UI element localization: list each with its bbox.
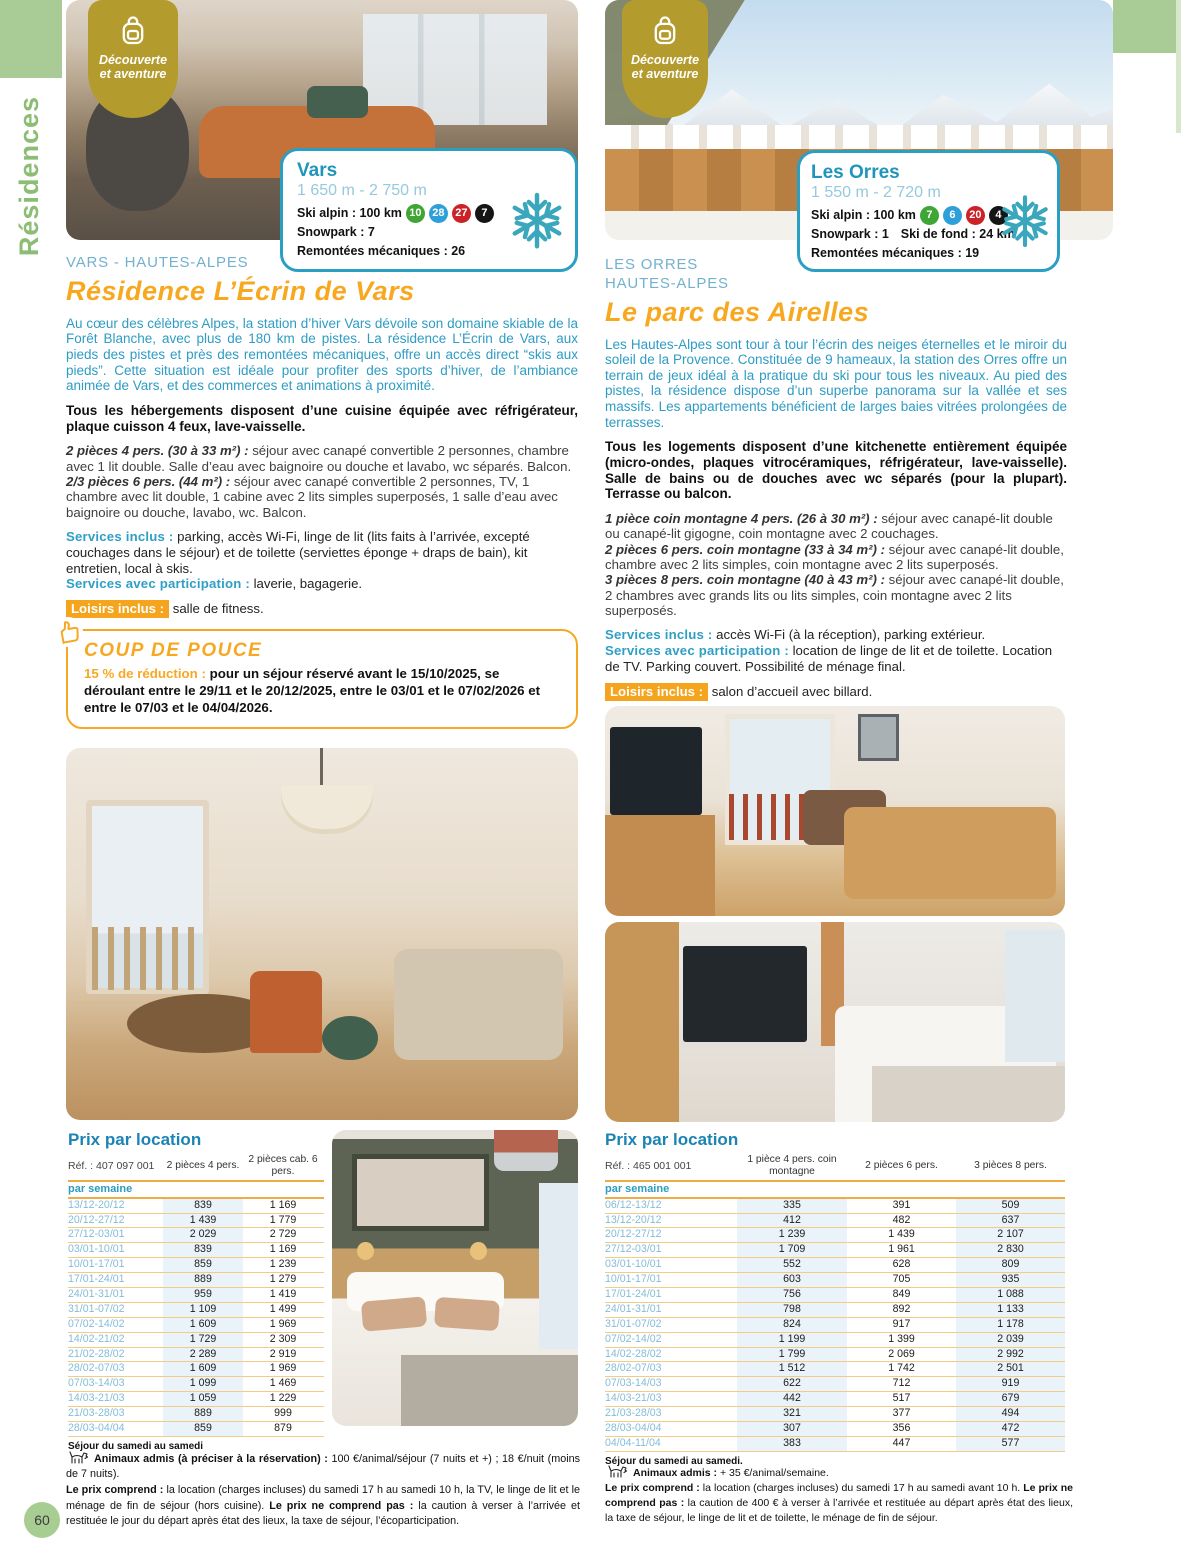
price-table-footnote: Séjour du samedi au samedi: [68, 1440, 204, 1452]
price-cell: 705: [892, 1273, 911, 1286]
price-cell: 935: [956, 1273, 1065, 1287]
photo-dining-table: [844, 807, 1056, 899]
equipment-note: Tous les hébergements disposent d’une cuisine équipée avec réfrigérateur, plaque cuisson 4 feux, lave-vaisselle.: [66, 403, 578, 434]
photo-tv-cabinet: [605, 815, 715, 916]
price-row: [68, 1288, 324, 1303]
photo-tan-pillow: [360, 1296, 426, 1331]
price-row-dates: 14/02-28/02: [605, 1347, 662, 1360]
piste-count-green: 10: [406, 204, 425, 223]
price-row: [605, 1392, 1065, 1407]
price-row: [68, 1228, 324, 1243]
resort-name: Les Orres: [811, 162, 900, 183]
price-cell: 517: [892, 1392, 911, 1405]
photo-chair-orange: [250, 971, 322, 1053]
price-row: [68, 1377, 324, 1392]
column-header: 2 pièces cab. 6 pers.: [248, 1154, 318, 1177]
price-cell: 1 169: [269, 1198, 297, 1211]
price-row: [68, 1303, 324, 1318]
price-cell: 839: [163, 1199, 243, 1213]
price-section-les-orres: [605, 1130, 1065, 1477]
photo-pouf-green: [322, 1016, 378, 1061]
price-cell: 892: [892, 1302, 911, 1315]
price-cell: 2 069: [888, 1347, 915, 1360]
photo-living-room: [605, 706, 1065, 916]
price-cell: 1 439: [888, 1228, 915, 1241]
price-cell: 2 289: [163, 1348, 243, 1362]
equipment-note: Tous les logements disposent d’une kitchenette entièrement équipée (micro-ondes, plaques vitrocéramiques, réfrigérateur, lave-vaisselle). Salle de bains ou de douches avec wc séparés (pour la plupart). Terrasse ou balcon.: [605, 439, 1067, 502]
photo-lamp-shade: [281, 785, 373, 833]
unit-descriptions: [605, 511, 1067, 618]
price-table-title: Prix par location: [68, 1130, 202, 1149]
unit-label: 1 pièce coin montagne 4 pers. (26 à 30 m²) :: [605, 511, 878, 527]
backpack-icon: [648, 14, 682, 48]
price-cell: 919: [956, 1377, 1065, 1391]
price-row-dates: 06/12-13/12: [605, 1198, 662, 1211]
leisure-included-chip: Loisirs inclus :: [605, 683, 708, 701]
price-row: [605, 1362, 1065, 1377]
price-cell: 494: [956, 1407, 1065, 1421]
price-row: [605, 1422, 1065, 1437]
price-row-dates: 31/01-07/02: [605, 1317, 662, 1330]
photo-sofa-beige: [394, 949, 563, 1061]
price-cell: 356: [892, 1422, 911, 1435]
price-cell: 1 059: [163, 1392, 243, 1406]
price-table-les-orres: [605, 1199, 1065, 1452]
price-row-dates: 24/01-31/01: [68, 1288, 125, 1300]
photo-wall-picture: [352, 1154, 490, 1231]
unit-descriptions: [66, 443, 578, 520]
price-cell: 1 279: [269, 1273, 297, 1286]
price-cell: 1 609: [163, 1362, 243, 1376]
price-cell: 1 239: [269, 1258, 297, 1271]
price-row-dates: 24/01-31/01: [605, 1302, 662, 1315]
snowpark-stat: Snowpark : 1 Ski de fond : 24 km: [811, 227, 1015, 241]
promo-text: pour un séjour réservé avant le 15/10/2025, se déroulant entre le 29/11 et le 20/12/2025, entre le 03/01 et le 07/02/2026 et entre le 07/03 et le 04/04/2026.: [84, 666, 541, 715]
price-cell: 1 133: [956, 1303, 1065, 1317]
price-cell: 2 919: [269, 1347, 297, 1360]
backpack-icon: [116, 14, 150, 48]
lifts-stat: Remontées mécaniques : 19: [811, 245, 980, 260]
price-cell: 999: [274, 1407, 292, 1420]
price-cell: 1 178: [956, 1318, 1065, 1332]
category-badge: [88, 0, 178, 118]
price-cell: 472: [956, 1422, 1065, 1436]
price-cell: 391: [892, 1198, 911, 1211]
price-cell: 637: [956, 1214, 1065, 1228]
promo-title: COUP DE POUCE: [84, 640, 263, 662]
price-cell: 2 029: [163, 1228, 243, 1242]
unit-label: 2 pièces 6 pers. coin montagne (33 à 34 m²) :: [605, 541, 885, 557]
price-cell: 859: [163, 1258, 243, 1272]
price-row: [68, 1348, 324, 1363]
services-included-label: Services inclus :: [66, 528, 174, 544]
price-row-dates: 14/03-21/03: [605, 1392, 662, 1405]
unit-label: 2/3 pièces 6 pers. (44 m²) :: [66, 473, 231, 489]
price-row: [605, 1318, 1065, 1333]
price-row-dates: 03/01-10/01: [68, 1243, 125, 1256]
price-cell: 577: [956, 1437, 1065, 1451]
price-row-dates: 14/02-21/02: [68, 1332, 125, 1345]
price-row: [68, 1214, 324, 1229]
photo-apartment-dining: [66, 748, 578, 1120]
unit-desc: séjour avec canapé convertible 2 personnes, chambre avec 1 lit double. Salle d’eau avec baignoire ou douche et lavabo, wc séparés. Balcon.: [66, 443, 572, 474]
price-cell: 383: [737, 1437, 847, 1451]
resort-name: Vars: [297, 160, 338, 181]
price-cell: 2 107: [956, 1228, 1065, 1242]
category-badge-label: Découverte et aventure: [630, 53, 700, 82]
resort-info-card-vars: [280, 148, 578, 272]
price-cell: 552: [737, 1258, 847, 1272]
price-cell: 1 742: [888, 1362, 915, 1375]
services-included-text: parking, accès Wi-Fi, linge de lit (lits faits à l’arrivée, excepté couchages dans le séjour) et de toilette (serviettes éponge + draps de bain), kit entretien, local à skis.: [66, 528, 530, 576]
region-heading: VARS - HAUTES-ALPES: [66, 254, 249, 271]
price-cell: 377: [892, 1407, 911, 1420]
price-cell: 1 239: [737, 1228, 847, 1242]
price-cell: 2 039: [956, 1333, 1065, 1347]
vars-description-column: [66, 254, 578, 729]
price-cell: 917: [892, 1317, 911, 1330]
price-row-dates: 13/12-20/12: [68, 1198, 125, 1211]
price-cell: 798: [737, 1303, 847, 1317]
piste-count-red: 20: [966, 206, 985, 225]
ski-alpin-stat: Ski alpin : 100 km: [811, 208, 916, 223]
photo-tv: [610, 727, 702, 815]
price-cell: 2 729: [269, 1228, 297, 1241]
photo-wall-lamp: [470, 1242, 487, 1260]
price-table-header: [68, 1154, 324, 1182]
price-cell: 321: [737, 1407, 847, 1421]
price-row: [605, 1288, 1065, 1303]
price-row: [605, 1333, 1065, 1348]
price-cell: 442: [737, 1392, 847, 1406]
price-cell: 447: [892, 1436, 911, 1449]
unit-label: 2 pièces 4 pers. (30 à 33 m²) :: [66, 443, 249, 459]
dog-icon: [605, 1463, 629, 1479]
dog-icon: [66, 1449, 90, 1465]
piste-count-blue: 6: [943, 206, 962, 225]
price-row: [605, 1407, 1065, 1422]
price-row-dates: 28/02-07/03: [605, 1362, 662, 1375]
unit-desc: séjour avec canapé convertible 2 personnes, TV, 1 chambre avec lit double, 1 cabine avec 2 lits simples superposés, 1 salle d’eau avec baignoire ou douche, lavabo, wc. Balcon.: [66, 473, 558, 520]
price-cell: 679: [956, 1392, 1065, 1406]
unit-desc: séjour avec canapé-lit double, 2 chambres avec grands lits ou lits simples, coin montagne avec 2 lits superposés.: [605, 572, 1064, 618]
residence-title: Le parc des Airelles: [605, 296, 870, 327]
photo-tan-pillow: [434, 1297, 500, 1331]
price-cell: 839: [163, 1243, 243, 1257]
price-row-dates: 07/02-14/02: [605, 1332, 662, 1345]
price-row-dates: 28/03-04/04: [68, 1422, 125, 1435]
photo-pendant-lamp: [494, 1130, 558, 1171]
piste-count-red: 27: [452, 204, 471, 223]
price-cell: 1 799: [737, 1348, 847, 1362]
piste-count-blue: 28: [429, 204, 448, 223]
price-row-dates: 27/12-03/01: [605, 1243, 662, 1256]
snowflake-icon: [999, 195, 1051, 247]
price-row: [605, 1243, 1065, 1258]
resort-altitude: 1 550 m - 2 720 m: [811, 184, 941, 201]
services-paid-label: Services avec participation :: [605, 643, 789, 659]
residence-intro: Les Hautes-Alpes sont tour à tour l’écrin des neiges éternelles et le miroir du soleil de la Provence. Constituée de 9 hameaux, la station des Orres offre un terrain de jeux idéal à la pratique du ski pour tous les niveaux. Au pied des pistes, la résidence dispose d’un superbe panorama sur la vallée et ses massifs. Les appartements bénéficient de larges baies vitrées prolongées de terrasses.: [605, 336, 1067, 430]
price-section-label: par semaine: [68, 1182, 324, 1199]
price-cell: 307: [737, 1422, 847, 1436]
price-includes-label: Le prix comprend :: [605, 1481, 700, 1494]
price-cell: 628: [892, 1258, 911, 1271]
unit-desc: séjour avec canapé-lit double, chambre avec 2 lits simples, coin montagne avec 2 lits superposés.: [605, 541, 1064, 572]
price-row: [68, 1199, 324, 1214]
price-row: [605, 1228, 1065, 1243]
photo-balcony-rail: [92, 927, 205, 990]
column-header: 3 pièces 8 pers.: [974, 1159, 1047, 1171]
price-cell: 1 729: [163, 1333, 243, 1347]
services-included-text: accès Wi-Fi (à la réception), parking extérieur.: [716, 627, 986, 643]
price-cell: 1 439: [163, 1214, 243, 1228]
sidebar-section-label: Résidences: [14, 96, 44, 257]
price-includes-label: Le prix comprend :: [66, 1484, 164, 1497]
price-row-dates: 21/03-28/03: [605, 1407, 662, 1420]
price-row: [68, 1273, 324, 1288]
price-cell: 622: [737, 1377, 847, 1391]
price-cell: 1 512: [737, 1362, 847, 1376]
photo-cushion-green: [307, 86, 368, 117]
price-cell: 859: [163, 1422, 243, 1436]
price-table-footnote: Séjour du samedi au samedi.: [605, 1455, 743, 1467]
resort-info-card-les-orres: [797, 150, 1060, 272]
price-cell: 756: [737, 1288, 847, 1302]
page-number: 60: [24, 1502, 60, 1538]
unit-label: 3 pièces 8 pers. coin montagne (40 à 43 m²) :: [605, 572, 885, 588]
leisure-included-text: salon d’accueil avec billard.: [711, 683, 873, 699]
promo-lead: 15 % de réduction :: [84, 666, 206, 682]
services-paid-label: Services avec participation :: [66, 576, 250, 592]
price-row: [605, 1199, 1065, 1214]
category-badge-label: Découverte et aventure: [98, 53, 168, 82]
price-row-dates: 10/01-17/01: [605, 1273, 662, 1286]
price-cell: 1 099: [163, 1377, 243, 1391]
price-cell: 2 309: [269, 1332, 297, 1345]
price-cell: 879: [274, 1422, 292, 1435]
services-included-label: Services inclus :: [605, 627, 713, 643]
price-table-header: [605, 1154, 1065, 1182]
price-row-dates: 27/12-03/01: [68, 1228, 125, 1241]
snowpark-stat: Snowpark : 7: [297, 225, 375, 239]
leisure-included-chip: Loisirs inclus :: [66, 600, 169, 618]
price-row-dates: 13/12-20/12: [605, 1213, 662, 1226]
conditions-note: Animaux admis (à préciser à la réservation) : 100 €/animal/séjour (7 nuits et +) ; 18 €/nuit (moins de 7 nuits). Le prix comprend : la location (charges incluses) du samedi 17 h au samedi 10 h, la TV, le linge de lit et le ménage de fin de séjour (hors cuisine). Le prix ne comprend pas : la caution à verser à l’arrivée et restituée le jour du départ après état des lieux, la taxe de séjour, l’écoparticipation.: [66, 1449, 580, 1530]
price-cell: 889: [163, 1273, 243, 1287]
photo-lamp-cord: [320, 748, 323, 789]
price-row-dates: 21/02-28/02: [68, 1347, 125, 1360]
price-row: [68, 1243, 324, 1258]
conditions-note: Animaux admis : + 35 €/animal/semaine. Le prix comprend : la location (charges incluses) du samedi 17 h au samedi avant 10 h. Le prix ne comprend pas : la caution de 400 € à verser à l’arrivée et restituée au départ après état des lieux, la taxe de séjour, le linge de lit et de toilette, le ménage de fin de séjour.: [605, 1463, 1073, 1527]
price-row: [605, 1437, 1065, 1452]
reference-number: Réf. : 407 097 001: [68, 1159, 155, 1172]
price-row: [605, 1377, 1065, 1392]
price-cell: 2 830: [956, 1243, 1065, 1257]
piste-count-black: 4: [989, 206, 1008, 225]
price-cell: 712: [892, 1377, 911, 1390]
price-row-dates: 17/01-24/01: [68, 1273, 125, 1286]
price-row: [68, 1333, 324, 1348]
photo-blanket: [872, 1066, 1065, 1122]
les-orres-description-column: [605, 256, 1067, 712]
price-cell: 1 169: [269, 1243, 297, 1256]
price-cell: 1 419: [269, 1288, 297, 1300]
animals-label: Animaux admis :: [633, 1466, 718, 1479]
price-row: [68, 1422, 324, 1437]
price-row-dates: 20/12-27/12: [68, 1213, 125, 1226]
reference-number: Réf. : 465 001 001: [605, 1159, 692, 1172]
services-paid-text: laverie, bagagerie.: [253, 576, 363, 592]
price-table-title: Prix par location: [605, 1130, 739, 1149]
promo-box: [66, 629, 578, 729]
price-cell: 482: [892, 1213, 911, 1226]
price-cell: 1 469: [269, 1377, 297, 1390]
price-row-dates: 07/02-14/02: [68, 1317, 125, 1330]
price-cell: 2 992: [956, 1348, 1065, 1362]
corner-green-block: [0, 0, 62, 78]
lifts-stat: Remontées mécaniques : 26: [297, 243, 466, 258]
photo-tv: [683, 946, 807, 1042]
price-row: [605, 1303, 1065, 1318]
price-row: [68, 1362, 324, 1377]
price-row: [605, 1348, 1065, 1363]
price-cell: 335: [737, 1199, 847, 1213]
price-row: [605, 1214, 1065, 1229]
price-row-dates: 31/01-07/02: [68, 1302, 125, 1315]
price-row-dates: 07/03-14/03: [605, 1377, 662, 1390]
price-row-dates: 20/12-27/12: [605, 1228, 662, 1241]
price-cell: 1 088: [956, 1288, 1065, 1302]
photo-window: [539, 1183, 578, 1349]
price-cell: 1 499: [269, 1302, 297, 1315]
price-table-vars: [68, 1199, 324, 1437]
photo-bedroom-tv: [605, 922, 1065, 1122]
price-row-dates: 28/02-07/03: [68, 1362, 125, 1375]
price-cell: 1 199: [737, 1333, 847, 1347]
corner-green-strip: [1176, 0, 1181, 133]
price-cell: 1 961: [888, 1243, 915, 1256]
price-cell: 509: [956, 1199, 1065, 1213]
price-cell: 809: [956, 1258, 1065, 1272]
leisure-included-text: salle de fitness.: [172, 601, 264, 617]
price-cell: 1 399: [888, 1332, 915, 1345]
column-header: 2 pièces 4 pers.: [166, 1159, 240, 1171]
price-cell: 824: [737, 1318, 847, 1332]
price-row-dates: 17/01-24/01: [605, 1288, 662, 1300]
resort-altitude: 1 650 m - 2 750 m: [297, 182, 427, 199]
services-paid-text: location de linge de lit et de toilette. Location de TV. Parking couvert. Possibilité de ménage final.: [605, 643, 1053, 674]
price-cell: 2 501: [956, 1362, 1065, 1376]
animals-label: Animaux admis (à préciser à la réservation) :: [94, 1452, 328, 1465]
price-row: [605, 1273, 1065, 1288]
price-row: [68, 1318, 324, 1333]
price-cell: 1 969: [269, 1317, 297, 1330]
price-cell: 1 969: [269, 1362, 297, 1375]
ski-alpin-stat: Ski alpin : 100 km: [297, 206, 402, 221]
price-cell: 1 229: [269, 1392, 297, 1405]
photo-wardrobe: [605, 922, 679, 1122]
price-cell: 889: [163, 1407, 243, 1421]
column-header: 2 pièces 6 pers.: [865, 1159, 938, 1171]
residence-intro: Au cœur des célèbres Alpes, la station d’hiver Vars dévoile son domaine skiable de la Forêt Blanche, avec plus de 180 km de pistes. La résidence L’Écrin de Vars, aux pieds des pistes et près des remontées mécaniques, offre un accès direct “skis aux pieds”. Cette situation est idéale pour profiter des sports d’hiver, de l’ambiance animée de Vars, et des commerces et animations à proximité.: [66, 315, 578, 394]
region-heading: LES ORRES HAUTES-ALPES: [605, 256, 729, 292]
price-cell: 849: [892, 1288, 911, 1300]
photo-bedroom-double: [332, 1130, 578, 1426]
price-row: [68, 1258, 324, 1273]
price-row-dates: 28/03-04/04: [605, 1422, 662, 1435]
price-excludes-label: Le prix ne comprend pas :: [269, 1499, 414, 1512]
price-cell: 603: [737, 1273, 847, 1287]
price-row-dates: 10/01-17/01: [68, 1258, 125, 1271]
residence-title: Résidence L’Écrin de Vars: [66, 275, 415, 306]
price-row-dates: 07/03-14/03: [68, 1377, 125, 1390]
price-cell: 1 609: [163, 1318, 243, 1332]
snowflake-icon: [509, 192, 565, 248]
thumbs-up-icon: [51, 615, 86, 650]
price-row: [605, 1258, 1065, 1273]
price-row-dates: 04/04-11/04: [605, 1436, 661, 1449]
corner-green-block: [1113, 0, 1181, 53]
photo-wall-picture: [858, 714, 899, 760]
price-cell: 1 709: [737, 1243, 847, 1257]
price-row-dates: 03/01-10/01: [605, 1258, 662, 1271]
photo-window: [1005, 930, 1065, 1062]
price-cell: 959: [163, 1288, 243, 1302]
photo-wall-lamp: [357, 1242, 374, 1260]
price-cell: 1 109: [163, 1303, 243, 1317]
price-cell: 412: [737, 1214, 847, 1228]
unit-desc: séjour avec canapé-lit double ou canapé-lit gigogne, coin montagne avec 2 couchages.: [605, 511, 1053, 542]
price-row-dates: 14/03-21/03: [68, 1392, 125, 1405]
piste-count-green: 7: [920, 206, 939, 225]
price-excludes-label: Le prix ne comprend pas :: [605, 1481, 1074, 1509]
price-row: [68, 1407, 324, 1422]
price-cell: 1 779: [269, 1213, 297, 1226]
price-row: [68, 1392, 324, 1407]
price-section-label: par semaine: [605, 1182, 1065, 1199]
price-section-vars: [68, 1130, 324, 1462]
category-badge: [622, 0, 708, 118]
column-header: 1 pièce 4 pers. coin montagne: [747, 1154, 837, 1177]
price-row-dates: 21/03-28/03: [68, 1407, 125, 1420]
photo-blanket: [401, 1355, 578, 1426]
piste-count-black: 7: [475, 204, 494, 223]
